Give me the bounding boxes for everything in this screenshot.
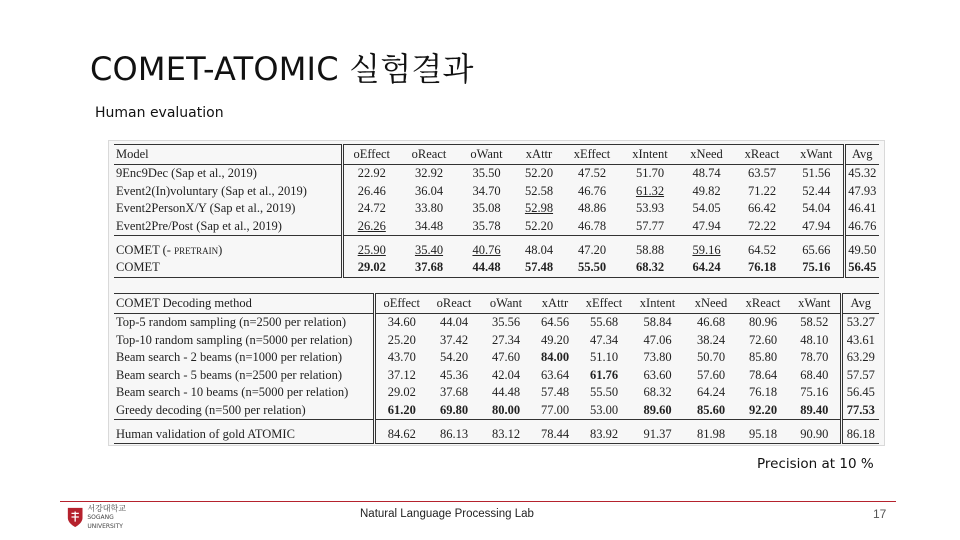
cell: 43.61 xyxy=(841,332,879,350)
cell: 84.00 xyxy=(540,350,570,364)
cell: 71.22 xyxy=(747,183,777,198)
cell: 64.24 xyxy=(679,259,734,277)
logo-english-name: SOGANG UNIVERSITY xyxy=(87,513,123,530)
cell: 76.18 xyxy=(734,259,790,277)
table-row xyxy=(114,426,879,444)
university-logo xyxy=(66,504,146,530)
cell: 80.96 xyxy=(748,315,778,329)
cell: 76.18 xyxy=(748,385,778,399)
cell: 49.20 xyxy=(540,332,570,347)
cell: 57.48 xyxy=(515,259,563,277)
cell: 49.50 xyxy=(844,242,879,260)
cell: 40.76 xyxy=(472,242,501,257)
table-row xyxy=(114,218,879,236)
cell: 46.68 xyxy=(696,315,726,329)
cell: Event2(In)voluntary (Sap et al., 2019) xyxy=(114,183,342,201)
cell: Human validation of gold ATOMIC xyxy=(114,426,374,444)
university-emblem-icon xyxy=(66,505,84,529)
cell: 91.37 xyxy=(630,426,685,444)
cell: 57.57 xyxy=(841,367,879,385)
table1-col-xreact: xReact xyxy=(734,145,790,165)
cell: 26.46 xyxy=(357,183,386,198)
cell: 83.12 xyxy=(480,426,532,444)
cell: 95.18 xyxy=(737,426,789,444)
cell: 35.56 xyxy=(491,315,521,329)
cell: 47.94 xyxy=(679,218,734,236)
footer-lab-name: Natural Language Processing Lab xyxy=(360,508,534,520)
logo-korean-name: 서강대학교 xyxy=(87,503,126,513)
table-row xyxy=(114,367,879,385)
cell: 78.70 xyxy=(800,350,829,364)
table-row xyxy=(114,402,879,420)
cell: 78.64 xyxy=(748,367,778,382)
cell: 92.20 xyxy=(737,402,789,420)
cell: 47.06 xyxy=(643,332,672,347)
cell: 77.00 xyxy=(532,402,578,420)
cell: 46.76 xyxy=(844,218,879,236)
cell: Beam search - 2 beams (n=1000 per relation) xyxy=(114,349,374,367)
cell: 35.08 xyxy=(472,201,501,215)
cell: 65.66 xyxy=(802,242,831,257)
table2-col-avg: Avg xyxy=(841,294,879,314)
table-row xyxy=(114,332,879,350)
table2-col-xintent: xIntent xyxy=(630,294,685,314)
table1-header-row xyxy=(114,145,879,165)
cell: 68.32 xyxy=(643,385,672,399)
cell: 29.02 xyxy=(342,259,400,277)
cell: 37.68 xyxy=(400,259,458,277)
table2-col-xwant: xWant xyxy=(789,294,841,314)
cell: 54.05 xyxy=(692,201,721,215)
atomic-baseline-table xyxy=(114,144,879,278)
decoding-method-table xyxy=(114,293,879,444)
cell: 89.60 xyxy=(630,402,685,420)
table-row xyxy=(114,314,879,332)
cell: 80.00 xyxy=(480,402,532,420)
cell: 75.16 xyxy=(790,259,844,277)
cell: 63.64 xyxy=(540,367,570,382)
table2-col-xneed: xNeed xyxy=(685,294,737,314)
table1-col-xwant: xWant xyxy=(790,145,844,165)
table-row xyxy=(114,242,879,260)
cell: 56.45 xyxy=(844,259,879,277)
slide-title: COMET-ATOMIC 실험결과 xyxy=(90,50,474,88)
table1-col-xattr: xAttr xyxy=(515,145,563,165)
cell: 45.36 xyxy=(439,367,469,382)
cell: 44.04 xyxy=(439,315,469,329)
cell: 64.56 xyxy=(540,315,570,329)
cell: 49.82 xyxy=(692,183,721,198)
cell: Beam search - 5 beams (n=2500 per relation) xyxy=(114,367,374,385)
cell: 47.52 xyxy=(577,166,607,180)
cell: 47.93 xyxy=(844,183,879,201)
cell: 72.22 xyxy=(734,218,790,236)
cell: Greedy decoding (n=500 per relation) xyxy=(114,402,374,420)
cell: 58.52 xyxy=(800,315,829,329)
cell: 53.27 xyxy=(841,314,879,332)
cell: 54.20 xyxy=(439,350,469,364)
cell: 47.34 xyxy=(589,332,619,347)
cell: 72.60 xyxy=(748,332,778,347)
footer-divider xyxy=(60,501,896,502)
table-row xyxy=(114,384,879,402)
section-subtitle: Human evaluation xyxy=(95,105,224,121)
table1-col-owant: oWant xyxy=(458,145,515,165)
cell: 42.04 xyxy=(491,367,521,382)
cell: 27.34 xyxy=(491,332,521,347)
table2-col-decoding-method: COMET Decoding method xyxy=(114,294,374,314)
table1-col-xneed: xNeed xyxy=(679,145,734,165)
cell: 52.58 xyxy=(524,183,554,198)
cell: 47.60 xyxy=(491,350,521,364)
cell: 29.02 xyxy=(387,385,416,399)
table2-col-xeffect: xEffect xyxy=(578,294,630,314)
cell: 89.40 xyxy=(789,402,841,420)
cell: 26.26 xyxy=(342,218,400,236)
cell: 68.32 xyxy=(621,259,679,277)
cell: 43.70 xyxy=(387,350,416,364)
cell: 55.50 xyxy=(589,385,619,399)
precision-note: Precision at 10 % xyxy=(757,456,874,472)
table1-col-oreact: oReact xyxy=(400,145,458,165)
table-row xyxy=(114,200,879,218)
cell: 35.78 xyxy=(458,218,515,236)
cell: Top-5 random sampling (n=2500 per relation) xyxy=(114,314,374,332)
cell: 66.42 xyxy=(747,201,777,215)
table-row xyxy=(114,183,879,201)
cell: 52.98 xyxy=(524,201,554,215)
cell: 35.40 xyxy=(414,242,444,257)
cell: 59.16 xyxy=(692,242,721,257)
cell: 63.57 xyxy=(747,166,777,180)
cell: 44.48 xyxy=(458,259,515,277)
table2-header-row xyxy=(114,294,879,314)
cell: 64.52 xyxy=(747,242,777,257)
cell: 61.32 xyxy=(635,183,665,198)
cell: 64.24 xyxy=(696,385,726,399)
table-row xyxy=(114,349,879,367)
cell: 37.68 xyxy=(439,385,469,399)
results-table-figure xyxy=(108,140,885,446)
cell: 25.90 xyxy=(357,242,386,257)
table1-col-oeffect: oEffect xyxy=(342,145,400,165)
cell: 68.40 xyxy=(800,367,829,382)
cell: 32.92 xyxy=(414,166,444,180)
cell: 47.20 xyxy=(577,242,607,257)
cell: 48.04 xyxy=(524,242,554,257)
cell: 54.04 xyxy=(802,201,831,215)
cell: 81.98 xyxy=(685,426,737,444)
cell: 45.32 xyxy=(844,165,879,183)
cell: 9Enc9Dec (Sap et al., 2019) xyxy=(114,165,342,183)
cell: 48.86 xyxy=(577,201,607,215)
cell: 34.70 xyxy=(472,183,501,198)
cell: 63.60 xyxy=(643,367,672,382)
cell: 58.88 xyxy=(635,242,665,257)
table1-col-xeffect: xEffect xyxy=(563,145,621,165)
cell: 75.16 xyxy=(800,385,829,399)
table1-col-xintent: xIntent xyxy=(621,145,679,165)
cell: 22.92 xyxy=(357,166,386,180)
cell: 73.80 xyxy=(643,350,672,364)
cell: 47.94 xyxy=(790,218,844,236)
cell: 86.18 xyxy=(841,426,879,444)
table-row xyxy=(114,259,879,277)
table2-col-oeffect: oEffect xyxy=(374,294,428,314)
cell: 53.93 xyxy=(635,201,665,215)
cell: 83.92 xyxy=(578,426,630,444)
cell: 51.56 xyxy=(802,166,831,180)
cell: 85.60 xyxy=(685,402,737,420)
cell: Event2Pre/Post (Sap et al., 2019) xyxy=(114,218,342,236)
cell: 46.78 xyxy=(563,218,621,236)
cell: 61.20 xyxy=(374,402,428,420)
cell: 55.68 xyxy=(589,315,619,329)
cell: Top-10 random sampling (n=5000 per relation) xyxy=(114,332,374,350)
table2-col-xattr: xAttr xyxy=(532,294,578,314)
cell: 44.48 xyxy=(491,385,521,399)
cell: 84.62 xyxy=(374,426,428,444)
cell: 48.10 xyxy=(800,332,829,347)
cell: COMET xyxy=(114,259,342,277)
cell: 35.50 xyxy=(472,166,501,180)
cell: 86.13 xyxy=(428,426,480,444)
table-row xyxy=(114,165,879,183)
cell: 52.20 xyxy=(524,166,554,180)
cell: 77.53 xyxy=(841,402,879,420)
cell: Event2PersonX/Y (Sap et al., 2019) xyxy=(114,200,342,218)
cell: 34.60 xyxy=(387,315,416,329)
table1-col-avg: Avg xyxy=(844,145,879,165)
cell: 57.60 xyxy=(696,367,726,382)
cell: 85.80 xyxy=(748,350,778,364)
cell: 46.76 xyxy=(577,183,607,198)
cell: 24.72 xyxy=(357,201,386,215)
cell: Beam search - 10 beams (n=5000 per relation) xyxy=(114,384,374,402)
cell: 46.41 xyxy=(844,200,879,218)
cell: 37.42 xyxy=(439,332,469,347)
cell: 61.76 xyxy=(589,367,619,382)
cell: 57.77 xyxy=(621,218,679,236)
cell: 55.50 xyxy=(563,259,621,277)
page-number: 17 xyxy=(873,507,887,521)
cell: 36.04 xyxy=(414,183,444,198)
cell: 48.74 xyxy=(692,166,721,180)
cell: 38.24 xyxy=(696,332,726,347)
cell: 90.90 xyxy=(789,426,841,444)
table2-col-owant: oWant xyxy=(480,294,532,314)
cell: 57.48 xyxy=(540,385,570,399)
cell: 52.44 xyxy=(802,183,831,198)
cell: 25.20 xyxy=(387,332,416,347)
cell: 78.44 xyxy=(532,426,578,444)
cell: 52.20 xyxy=(515,218,563,236)
cell: 37.12 xyxy=(387,367,416,382)
cell: 56.45 xyxy=(841,384,879,402)
cell: 53.00 xyxy=(578,402,630,420)
cell: 51.70 xyxy=(635,166,665,180)
cell: 51.10 xyxy=(589,350,619,364)
cell: 33.80 xyxy=(414,201,444,215)
table2-col-xreact: xReact xyxy=(737,294,789,314)
cell: 50.70 xyxy=(696,350,726,364)
cell: 34.48 xyxy=(400,218,458,236)
cell: 69.80 xyxy=(428,402,480,420)
table1-col-model: Model xyxy=(114,145,342,165)
cell: COMET (- pretrain) xyxy=(114,242,342,260)
cell: 63.29 xyxy=(841,349,879,367)
cell: 58.84 xyxy=(643,315,672,329)
table2-col-oreact: oReact xyxy=(428,294,480,314)
